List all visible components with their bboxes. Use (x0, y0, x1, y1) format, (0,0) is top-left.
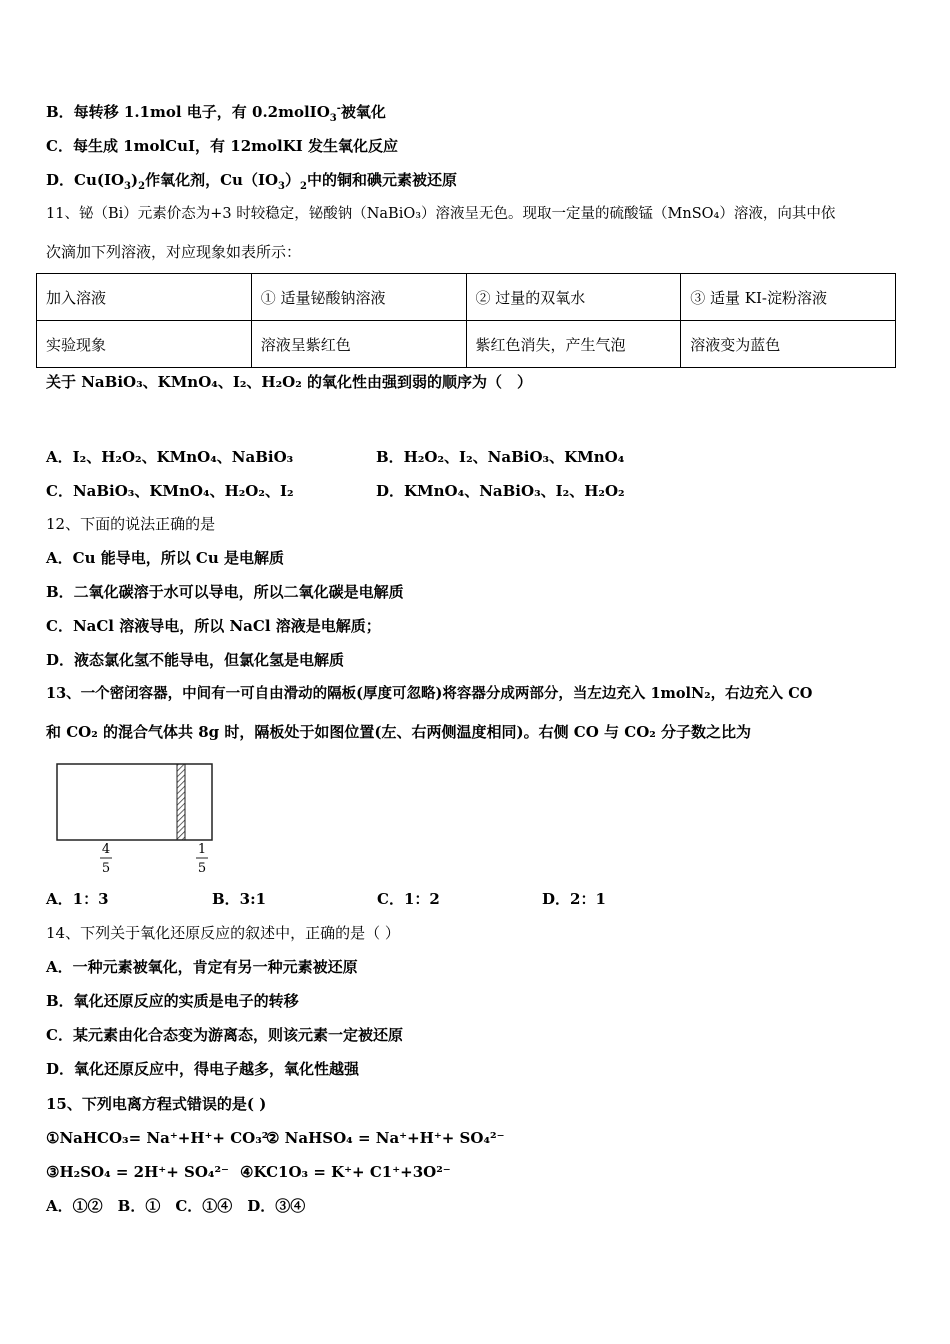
q14-option-d: D．氧化还原反应中，得电子越多，氧化性越强 (46, 1060, 360, 1078)
table-cell: ② 过量的双氧水 (466, 274, 681, 321)
table-row (37, 321, 896, 368)
q15-equation-4: ④KC1O₃ = K⁺+ C1⁺+3O²⁻ (240, 1163, 451, 1181)
q12-option-d: D．液态氯化氢不能导电，但氯化氢是电解质 (46, 651, 345, 669)
q14-option-a: A．一种元素被氧化，肯定有另一种元素被还原 (46, 958, 358, 976)
q10-option-d: D．$Cu(IO_3)_2$作氧化剂，$Cu(IO_3)_2$中的铜和碘元素被还原 (46, 171, 457, 192)
q13-option-a: A．1：3 (46, 890, 109, 908)
q15-equation-2: ② NaHSO₄ = Na⁺+H⁺+ SO₄²⁻ (266, 1129, 505, 1147)
q13-option-b: B．3:1 (212, 890, 267, 908)
q10-option-b: B．每转移 1.1mol 电子，有 0.2molIO$_3$-被氧化 (46, 103, 386, 124)
q14-option-c: C．某元素由化合态变为游离态，则该元素一定被还原 (46, 1026, 403, 1044)
table-cell: ③ 适量 KI-淀粉溶液 (681, 274, 896, 321)
container-diagram-svg (54, 758, 224, 878)
table-cell: 溶液变为蓝色 (681, 321, 896, 368)
q12-option-a: A．Cu 能导电，所以 Cu 是电解质 (46, 549, 284, 567)
table-cell: 实验现象 (37, 321, 252, 368)
table-row (37, 274, 896, 321)
q11-option-a: A．I₂、H₂O₂、KMnO₄、NaBiO₃ (46, 448, 294, 466)
q11-option-d: D．KMnO₄、NaBiO₃、I₂、H₂O₂ (376, 482, 625, 500)
table-cell: 加入溶液 (37, 274, 252, 321)
q14-stem: 14、下列关于氧化还原反应的叙述中，正确的是（ ） (46, 924, 400, 942)
q11-stem-line1: 11、铋（Bi）元素价态为+3 时较稳定，铋酸钠（NaBiO₃）溶液呈无色。现取一定量的硫酸锰（MnSO₄）溶液，向其中依 (46, 206, 836, 222)
left-numerator: 4 (101, 842, 111, 857)
q15-options: A．①② B．① C．①④ D．③④ (46, 1197, 306, 1215)
q15-stem: 15、下列电离方程式错误的是( ) (46, 1095, 267, 1113)
container-diagram (54, 758, 224, 878)
container-box (57, 764, 212, 840)
q12-option-c: C．NaCl 溶液导电，所以 NaCl 溶液是电解质； (46, 617, 381, 635)
q12-stem: 12、下面的说法正确的是 (46, 515, 216, 533)
table-cell: ① 适量铋酸钠溶液 (251, 274, 466, 321)
left-denominator: 5 (101, 861, 111, 876)
q15-equation-3: ③H₂SO₄ = 2H⁺+ SO₄²⁻ (46, 1163, 229, 1181)
q11-stem-line2: 次滴加下列溶液，对应现象如表所示： (46, 243, 302, 261)
partition-board (177, 764, 185, 840)
q10-option-c: C．每生成 1molCuI，有 12molKI 发生氧化反应 (46, 137, 398, 155)
q11-question: 关于 NaBiO₃、KMnO₄、I₂、H₂O₂ 的氧化性由强到弱的顺序为（ ） (46, 373, 533, 391)
q13-option-d: D．2：1 (542, 890, 606, 908)
q11-option-c: C．NaBiO₃、KMnO₄、H₂O₂、I₂ (46, 482, 294, 500)
table-cell: 溶液呈紫红色 (251, 321, 466, 368)
q15-equation-1: ①NaHCO₃= Na⁺+H⁺+ CO₃²⁻ (46, 1129, 277, 1147)
q12-option-b: B．二氧化碳溶于水可以导电，所以二氧化碳是电解质 (46, 583, 404, 601)
q14-option-b: B．氧化还原反应的实质是电子的转移 (46, 992, 299, 1010)
q13-stem-line2: 和 CO₂ 的混合气体共 8g 时，隔板处于如图位置(左、右两侧温度相同)。右侧 CO 与 CO₂ 分子数之比为 (46, 723, 752, 741)
q11-option-b: B．H₂O₂、I₂、NaBiO₃、KMnO₄ (376, 448, 625, 466)
right-numerator: 1 (197, 842, 207, 857)
q13-option-c: C．1：2 (377, 890, 440, 908)
q11-table (36, 273, 896, 368)
right-denominator: 5 (197, 861, 207, 876)
q13-stem-line1: 13、一个密闭容器，中间有一可自由滑动的隔板(厚度可忽略)将容器分成两部分，当左边充入 1molN₂，右边充入 CO (46, 685, 813, 702)
table-cell: 紫红色消失，产生气泡 (466, 321, 681, 368)
